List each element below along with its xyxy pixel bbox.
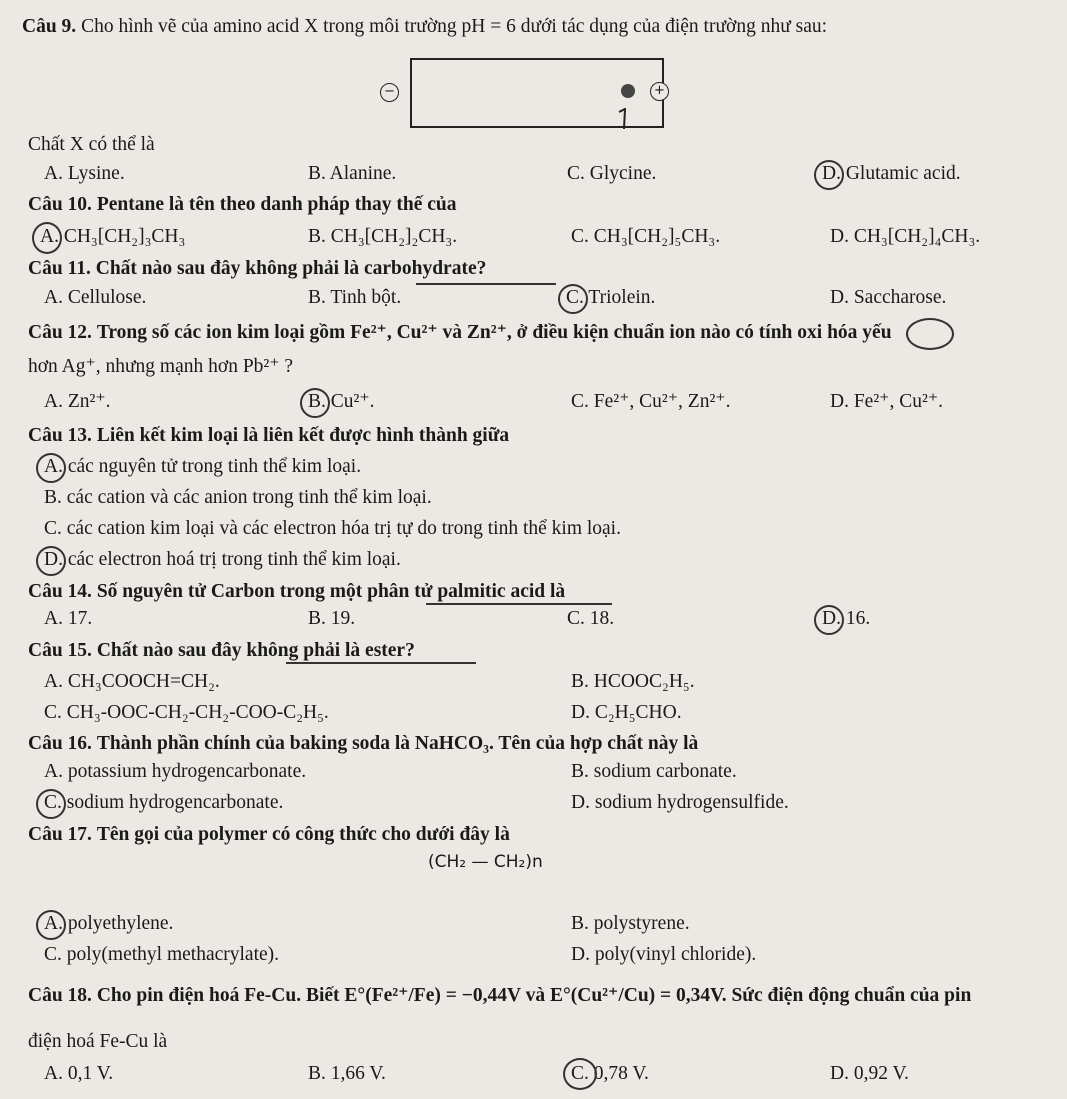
q10-option-d: D. CH₃[CH₂]₄CH₃. [830, 226, 981, 247]
q12-option-b: B. Cu²⁺. [308, 391, 375, 412]
q11-underline [416, 283, 556, 285]
q10-option-c: C. CH₃[CH₂]₅CH₃. [571, 226, 721, 247]
q15-number: Câu 15. [28, 640, 92, 661]
q11-option-a: A. Cellulose. [44, 287, 147, 308]
q15-option-a: A. CH₃COOCH=CH₂. [44, 671, 220, 692]
q18-option-a: A. 0,1 V. [44, 1063, 114, 1084]
q18-option-d: D. 0,92 V. [830, 1063, 909, 1084]
q12-oxi-hoa-circle [906, 318, 954, 350]
q17-option-b: B. polystyrene. [571, 913, 690, 934]
q13-stem [28, 425, 509, 447]
amino-acid-dot-icon [621, 84, 635, 98]
q13-option-c: C. các cation kim loại và các electron hóa trị tự do trong tinh thể kim loại. [44, 518, 621, 539]
q10-option-a: A. CH₃[CH₂]₃CH₃ [40, 226, 186, 247]
q16-stem [28, 733, 698, 755]
q18-text-1: Cho pin điện hoá Fe-Cu. Biết E°(Fe²⁺/Fe) = −0,44V và E°(Cu²⁺/Cu) = 0,34V. Sức điện động chuẩn của pin [96, 985, 972, 1006]
q13-option-a: A. các nguyên tử trong tinh thể kim loại. [44, 456, 362, 477]
plus-electrode-icon: + [650, 82, 669, 101]
q12-text-1: Trong số các ion kim loại gồm Fe²⁺, Cu²⁺ và Zn²⁺, ở điều kiện chuẩn ion nào có tính oxi hóa yếu [96, 322, 892, 343]
q9-option-b: B. Alanine. [308, 163, 397, 184]
q11-stem [28, 258, 486, 280]
q14-number: Câu 14. [28, 581, 92, 602]
q13-option-b: B. các cation và các anion trong tinh thể kim loại. [44, 487, 432, 508]
q15-underline [286, 662, 476, 664]
q9-number: Câu 9. [22, 16, 77, 37]
q15-option-d: D. C₂H₅CHO. [571, 702, 682, 723]
q10-text: Pentane là tên theo danh pháp thay thế của [96, 194, 457, 215]
handwritten-arrow-icon [617, 108, 629, 130]
q17-option-c: C. poly(methyl methacrylate). [44, 944, 280, 965]
q18-stem-line2: điện hoá Fe-Cu là [28, 1031, 168, 1052]
q14-underline [426, 603, 612, 605]
q9-stem [22, 16, 827, 38]
q13-text: Liên kết kim loại là liên kết được hình thành giữa [96, 425, 510, 446]
q11-number: Câu 11. [28, 258, 91, 279]
q9-option-c: C. Glycine. [567, 163, 657, 184]
q17-option-a: A. polyethylene. [44, 913, 174, 934]
q18-number: Câu 18. [28, 985, 92, 1006]
q14-option-a: A. 17. [44, 608, 93, 629]
q11-text: Chất nào sau đây không phải là carbohydrate? [95, 258, 487, 279]
q11-option-d: D. Saccharose. [830, 287, 947, 308]
q12-stem-line2: hơn Ag⁺, nhưng mạnh hơn Pb²⁺ ? [28, 356, 294, 377]
q12-option-a: A. Zn²⁺. [44, 391, 111, 412]
q17-number: Câu 17. [28, 824, 92, 845]
q13-option-d: D. các electron hoá trị trong tinh thể kim loại. [44, 549, 401, 570]
q18-stem-line1 [28, 985, 971, 1007]
q15-option-c: C. CH₃-OOC-CH₂-CH₂-COO-C₂H₅. [44, 702, 329, 723]
q17-stem [28, 824, 510, 846]
q12-stem-line1 [28, 322, 892, 344]
q9-text: Cho hình vẽ của amino acid X trong môi trường pH = 6 dưới tác dụng của điện trường như sau: [81, 16, 828, 37]
q14-option-b: B. 19. [308, 608, 356, 629]
q9-option-a: A. Lysine. [44, 163, 125, 184]
q18-option-c: C. 0,78 V. [571, 1063, 649, 1084]
q9-prompt: Chất X có thể là [28, 134, 155, 155]
q12-option-d: D. Fe²⁺, Cu²⁺. [830, 391, 943, 412]
q17-option-d: D. poly(vinyl chloride). [571, 944, 757, 965]
minus-electrode-icon: − [380, 83, 399, 102]
q16-option-c: C. sodium hydrogencarbonate. [44, 792, 284, 813]
q18-option-b: B. 1,66 V. [308, 1063, 386, 1084]
q14-stem [28, 581, 565, 603]
q13-number: Câu 13. [28, 425, 92, 446]
q15-option-b: B. HCOOC₂H₅. [571, 671, 695, 692]
q15-text: Chất nào sau đây không phải là ester? [96, 640, 415, 661]
q16-option-d: D. sodium hydrogensulfide. [571, 792, 789, 813]
q11-option-c: C. Triolein. [566, 287, 656, 308]
q17-text: Tên gọi của polymer có công thức cho dưới đây là [96, 824, 510, 845]
q10-stem [28, 194, 457, 216]
q11-option-b: B. Tinh bột. [308, 287, 402, 308]
q9-option-d: D. Glutamic acid. [822, 163, 961, 184]
q16-number: Câu 16. [28, 733, 92, 754]
q15-stem [28, 640, 415, 662]
q16-option-b: B. sodium carbonate. [571, 761, 737, 782]
q10-option-b: B. CH₃[CH₂]₂CH₃. [308, 226, 458, 247]
q17-polymer-formula: (CH₂ — CH₂)n [428, 852, 543, 872]
q10-number: Câu 10. [28, 194, 92, 215]
q14-option-d: D. 16. [822, 608, 871, 629]
q14-option-c: C. 18. [567, 608, 615, 629]
q12-option-c: C. Fe²⁺, Cu²⁺, Zn²⁺. [571, 391, 731, 412]
q16-option-a: A. potassium hydrogencarbonate. [44, 761, 307, 782]
q14-text: Số nguyên tử Carbon trong một phân tử palmitic acid là [96, 581, 566, 602]
q12-number: Câu 12. [28, 322, 92, 343]
q16-text: Thành phần chính của baking soda là NaHCO₃. Tên của hợp chất này là [96, 733, 699, 754]
